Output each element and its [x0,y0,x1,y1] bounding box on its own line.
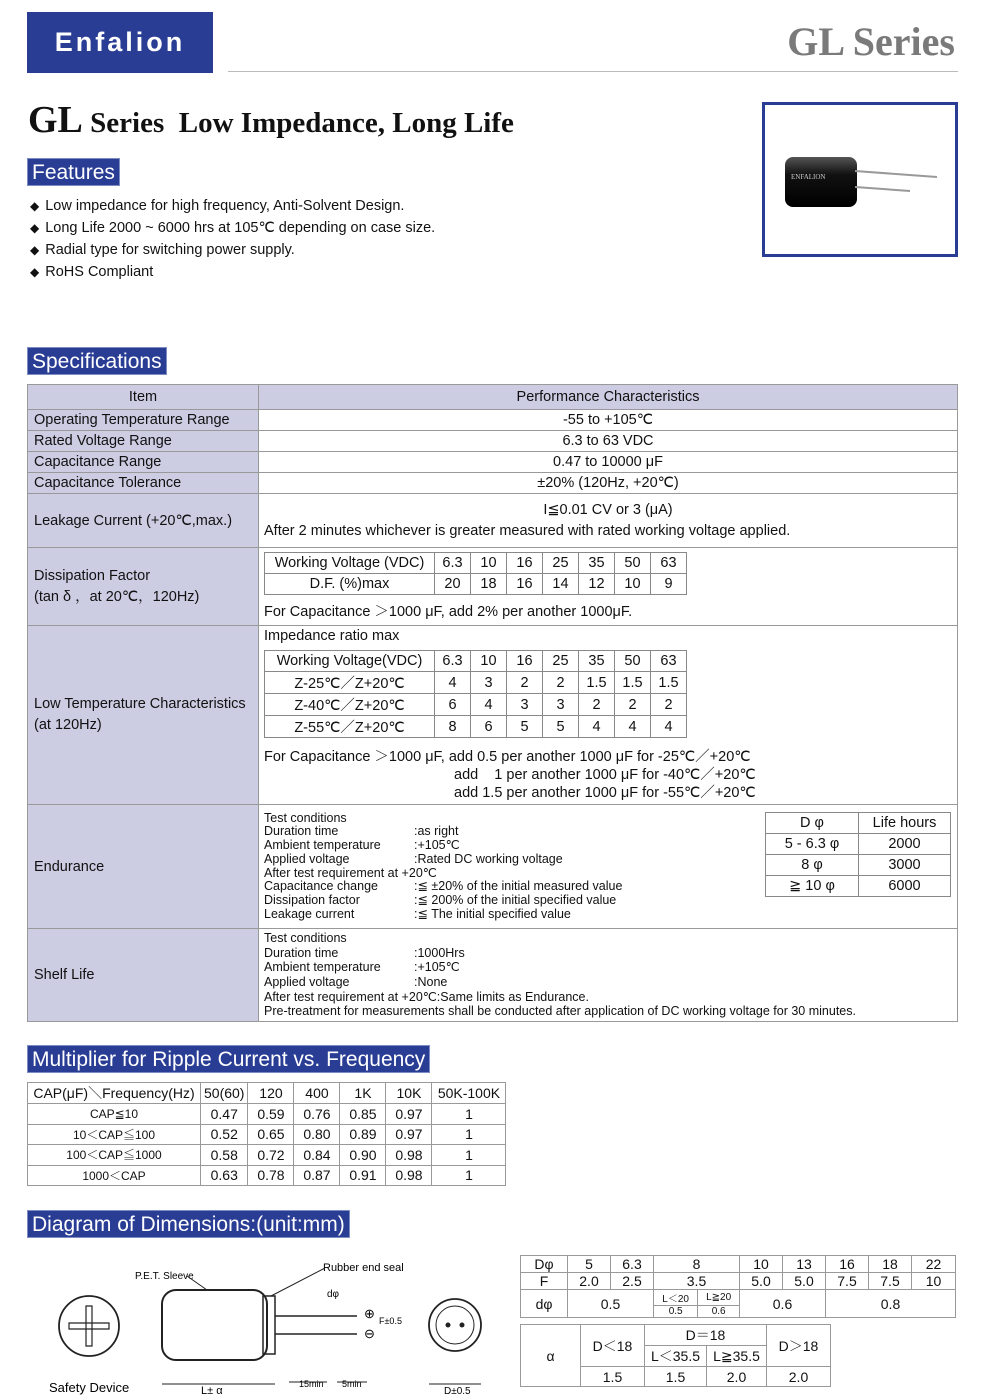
imp-cell: 4 [651,716,687,738]
lead-15min-label: 15min [299,1379,324,1389]
df-header: Working Voltage (VDC) [265,553,435,574]
header-rule [228,71,958,72]
ripple-cap: 10＜CAP≦100 [28,1124,201,1145]
shelf-conditions [264,931,952,1019]
ripple-cell: 0.52 [201,1124,248,1145]
imp-cell: 3 [543,694,579,716]
imp-row-label: Z-25℃／Z+20℃ [265,672,435,694]
ripple-cell: 0.63 [201,1165,248,1186]
imp-cell: 4 [579,716,615,738]
df-cell: 16 [507,574,543,595]
imp-cell: 25 [543,651,579,672]
df-cell: 14 [543,574,579,595]
dim-cell: 22 [912,1256,956,1273]
dim-cell: 5.0 [783,1273,826,1290]
ripple-cell: 0.90 [340,1145,386,1166]
series-title: GL Series [787,19,955,64]
imp-cell: 3 [507,694,543,716]
imp-cell: 6 [471,716,507,738]
lowtemp-note: For Capacitance ＞1000 μF, add 0.5 per another 1000 μF for -25℃／+20℃ [264,749,751,765]
ripple-cell: 0.87 [294,1165,340,1186]
spec-label-sub: (at 120Hz) [34,717,102,733]
spec-value: 0.47 to 10000 μF [259,452,958,473]
dim-header: F [521,1273,568,1290]
dim-cell: 0.6 [740,1290,826,1318]
alpha-header: α [521,1325,581,1387]
imp-cell: 6.3 [435,651,471,672]
df-cell: 35 [579,553,615,574]
feature-item: ◆ Long Life 2000 ~ 6000 hrs at 105℃ depending on case size. [30,217,435,239]
imp-cell: 4 [615,716,651,738]
cond-key: Dissipation factor [264,892,360,907]
cond-val: :≦ ±20% of the initial measured value [414,879,623,894]
dim-cell: 6.3 [611,1256,654,1273]
imp-cell: 8 [435,716,471,738]
dim-cell: 5 [568,1256,611,1273]
dim-cell: 10 [740,1256,783,1273]
alpha-table [520,1324,831,1387]
spec-value: ±20% (120Hz, +20℃) [259,473,958,494]
cond-val: :+105℃ [414,960,460,975]
imp-cell: 5 [507,716,543,738]
ripple-freq: 1K [340,1083,386,1104]
dim-cell: 16 [826,1256,869,1273]
cond-key: Ambient temperature [264,838,381,853]
diameter-label: D±0.5 [444,1386,471,1397]
df-cell: 50 [615,553,651,574]
df-cell: 9 [651,574,687,595]
ripple-cell: 0.59 [248,1104,294,1125]
df-cell: 18 [471,574,507,595]
ripple-cell: 0.84 [294,1145,340,1166]
lead-5min-label: 5min [342,1379,362,1389]
dim-cell: 7.5 [869,1273,912,1290]
ripple-cell: 0.72 [248,1145,294,1166]
dimensions-heading: Diagram of Dimensions:(unit:mm) [27,1210,350,1238]
life-cell: 8 φ [766,855,859,876]
spec-label: Capacitance Range [28,452,259,473]
ripple-freq: 120 [248,1083,294,1104]
length-label: L± α [201,1385,223,1397]
safety-device-label: Safety Device [49,1380,130,1395]
ripple-freq: 10K [386,1083,432,1104]
ripple-table [27,1082,506,1186]
df-header: D.F. (%)max [265,574,435,595]
imp-cell: 4 [471,694,507,716]
specifications-table [27,384,958,1022]
brand-logo: Enfalion [27,12,213,73]
ripple-cell: 1 [432,1104,506,1125]
alpha-cell: 1.5 [645,1367,707,1387]
title-gl: GL [28,99,83,141]
rubber-seal-label: Rubber end seal [323,1262,404,1274]
imp-cell: 2 [543,672,579,694]
dim-cell: 0.5 [654,1306,698,1318]
ripple-cell: 0.58 [201,1145,248,1166]
product-photo [762,102,958,257]
spec-label: Rated Voltage Range [28,431,259,452]
cond-val: :≦ 200% of the initial specified value [414,892,617,907]
col-item: Item [28,385,259,410]
cond-key: Leakage current [264,906,355,921]
df-cell: 12 [579,574,615,595]
alpha-cell: D＝18 [645,1325,767,1346]
spec-label: Low Temperature Characteristics [34,696,246,712]
alpha-cell: D＜18 [581,1325,645,1367]
col-performance: Performance Characteristics [259,385,958,410]
spec-value: 6.3 to 63 VDC [259,431,958,452]
spec-label: Shelf Life [28,929,259,1022]
feature-item: ◆ Radial type for switching power supply. [30,239,435,261]
life-header: D φ [766,813,859,834]
ripple-cell: 0.97 [386,1124,432,1145]
spec-label: Endurance [28,805,259,929]
lead-diameter-label: dφ [327,1289,340,1300]
df-table [264,552,687,595]
dim-cell: 0.5 [568,1290,654,1318]
life-cell: 2000 [859,834,951,855]
pet-sleeve-label: P.E.T. Sleeve [135,1271,194,1282]
alpha-cell: L＜35.5 [645,1346,707,1367]
imp-cell: 4 [435,672,471,694]
ripple-cell: 0.91 [340,1165,386,1186]
plus-terminal-label: ⊕ [364,1306,375,1321]
cond-line: Test conditions [264,931,347,946]
cond-key: Capacitance change [264,879,378,894]
dim-cell: L＜20 [654,1290,698,1306]
df-cell: 6.3 [435,553,471,574]
ripple-cell: 0.85 [340,1104,386,1125]
imp-cell: 1.5 [615,672,651,694]
cond-val: :1000Hrs [414,945,465,960]
dim-cell: L≧20 [698,1290,740,1306]
dim-cell: 0.8 [826,1290,956,1318]
life-cell: 3000 [859,855,951,876]
imp-cell: 2 [579,694,615,716]
cond-val: :+105℃ [414,838,460,853]
ripple-cap: CAP≦10 [28,1104,201,1125]
dimension-drawing [27,1252,517,1398]
imp-cell: 35 [579,651,615,672]
dim-cell: 13 [783,1256,826,1273]
cond-key: Duration time [264,945,339,960]
alpha-cell: 1.5 [581,1367,645,1387]
dim-cell: 18 [869,1256,912,1273]
cond-line: After test requirement at +20℃ [264,865,437,880]
life-header: Life hours [859,813,951,834]
lowtemp-note: add 1.5 per another 1000 μF for -55℃／+20℃ [454,785,756,801]
imp-cell: 3 [471,672,507,694]
imp-row-label: Z-40℃／Z+20℃ [265,694,435,716]
df-cell: 16 [507,553,543,574]
life-hours-table [765,812,951,897]
life-cell: 6000 [859,876,951,897]
imp-cell: 10 [471,651,507,672]
leak-note: After 2 minutes whichever is greater measured with rated working voltage applied. [264,522,791,539]
imp-cell: 2 [615,694,651,716]
dim-cell: 0.6 [698,1306,740,1318]
dim-cell: 7.5 [826,1273,869,1290]
dim-cell: 3.5 [654,1273,740,1290]
imp-cell: 2 [651,694,687,716]
alpha-cell: 2.0 [767,1367,831,1387]
ripple-cell: 0.98 [386,1145,432,1166]
dim-header: dφ [521,1290,568,1318]
title-rest: Series Low Impedance, Long Life [82,107,514,139]
cond-val: :None [414,975,448,989]
features-heading: Features [27,158,120,186]
alpha-cell: L≧35.5 [707,1346,767,1367]
photo-label: ENFALION [791,173,826,181]
imp-header: Working Voltage(VDC) [265,651,435,672]
spec-label-sub: (tan δ ，at 20℃，120Hz) [34,588,200,605]
spec-value: -55 to +105℃ [259,410,958,431]
dim-cell: 8 [654,1256,740,1273]
ripple-cell: 0.47 [201,1104,248,1125]
ripple-cell: 0.80 [294,1124,340,1145]
capacitor-image [765,105,955,254]
dim-cell: 2.5 [611,1273,654,1290]
life-cell: ≧ 10 φ [766,876,859,897]
dimension-table [520,1255,956,1318]
df-note: For Capacitance ＞1000 μF, add 2% per another 1000μF. [264,604,633,620]
spec-label: Operating Temperature Range [28,410,259,431]
feature-item: ◆ RoHS Compliant [30,261,435,283]
leak-formula: I≦0.01 CV or 3 (μA) [543,501,673,518]
spec-label: Capacitance Tolerance [28,473,259,494]
cond-line: After test requirement at +20℃:Same limits as Endurance. [264,989,589,1004]
cond-val: :as right [414,824,459,839]
spec-label: Leakage Current (+20℃,max.) [28,494,259,548]
ripple-heading: Multiplier for Ripple Current vs. Frequency [27,1045,430,1073]
life-cell: 5 - 6.3 φ [766,834,859,855]
ripple-cap: 100＜CAP≦1000 [28,1145,201,1166]
cond-val: :Rated DC working voltage [414,851,563,866]
df-cell: 20 [435,574,471,595]
ripple-cell: 0.98 [386,1165,432,1186]
cond-line: Test conditions [264,810,347,825]
ripple-cell: 0.97 [386,1104,432,1125]
ripple-corner: CAP(μF)＼Frequency(Hz) [28,1083,201,1104]
df-cell: 10 [615,574,651,595]
pitch-label: F±0.5 [379,1316,402,1326]
imp-cell: 63 [651,651,687,672]
feature-item: ◆ Low impedance for high frequency, Anti-Solvent Design. [30,195,435,217]
df-cell: 63 [651,553,687,574]
minus-terminal-label: ⊖ [364,1326,375,1341]
spec-label: Dissipation Factor [34,567,151,584]
ripple-cap: 1000＜CAP [28,1165,201,1186]
ripple-cell: 0.78 [248,1165,294,1186]
ripple-cell: 1 [432,1124,506,1145]
dim-header: Dφ [521,1256,568,1273]
imp-cell: 1.5 [651,672,687,694]
lowtemp-note: add 1 per another 1000 μF for -40℃／+20℃ [454,767,756,783]
ripple-freq: 400 [294,1083,340,1104]
features-list [30,195,435,283]
impedance-table [264,650,687,738]
dim-cell: 5.0 [740,1273,783,1290]
alpha-cell: 2.0 [707,1367,767,1387]
alpha-cell: D＞18 [767,1325,831,1367]
cond-val: :≦ The initial specified value [414,906,571,921]
cond-line: Pre-treatment for measurements shall be conducted after application of DC working voltage for 30 minutes. [264,1004,856,1019]
imp-cell: 2 [507,672,543,694]
cond-key: Ambient temperature [264,960,381,975]
cond-key: Duration time [264,824,339,839]
ripple-cell: 1 [432,1145,506,1166]
specifications-heading: Specifications [27,347,167,375]
df-cell: 25 [543,553,579,574]
df-cell: 10 [471,553,507,574]
cond-key: Applied voltage [264,975,350,989]
imp-cell: 16 [507,651,543,672]
ripple-freq: 50K-100K [432,1083,506,1104]
ripple-cell: 0.65 [248,1124,294,1145]
imp-cell: 50 [615,651,651,672]
dim-cell: 10 [912,1273,956,1290]
impedance-caption: Impedance ratio max [264,628,400,644]
page-title [28,98,514,142]
imp-row-label: Z-55℃／Z+20℃ [265,716,435,738]
dim-cell: 2.0 [568,1273,611,1290]
imp-cell: 5 [543,716,579,738]
ripple-cell: 1 [432,1165,506,1186]
imp-cell: 1.5 [579,672,615,694]
cond-key: Applied voltage [264,851,350,866]
ripple-freq: 50(60) [201,1083,248,1104]
imp-cell: 6 [435,694,471,716]
ripple-cell: 0.76 [294,1104,340,1125]
ripple-cell: 0.89 [340,1124,386,1145]
